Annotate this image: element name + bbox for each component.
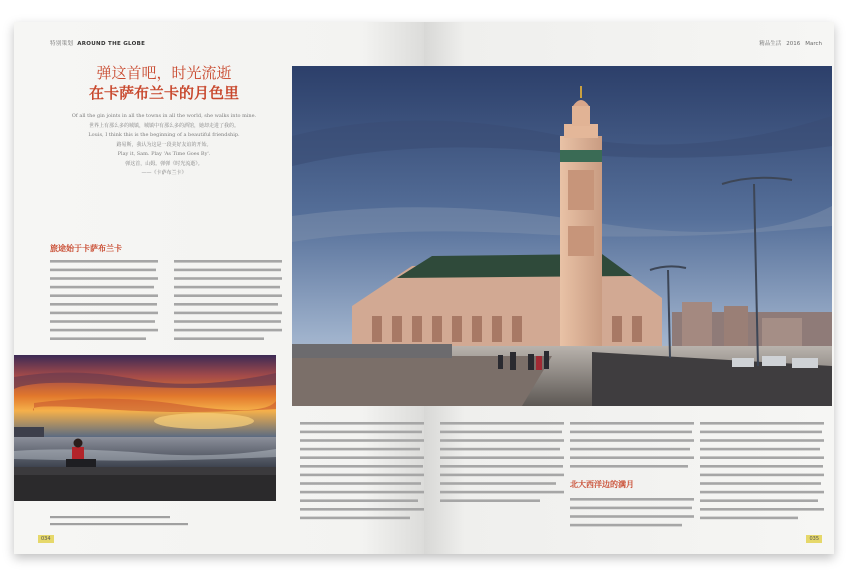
- mosque-illustration: [292, 66, 832, 406]
- section-heading: 旅途始于卡萨布兰卡: [50, 244, 122, 253]
- lyric-line: 世界上有那么多的城镇，城镇中有那么多的酒馆，她却走进了我的。: [88, 122, 239, 129]
- body-column-2: [174, 258, 284, 354]
- caption-lines: [50, 515, 190, 529]
- header-right-item: March: [805, 41, 822, 47]
- body-text-lines: [300, 420, 426, 540]
- sunset-photo: [14, 355, 276, 501]
- lyric-line: Play it, Sam. Play 'As Time Goes By'.: [117, 151, 211, 157]
- feature-title-line2: 在卡萨布兰卡的月色里: [88, 84, 239, 102]
- header-right-item: 2016: [786, 41, 801, 47]
- section-heading: 北大西洋边的满月: [570, 480, 634, 489]
- feature-title-line1: 弹这首吧，时光流逝: [96, 64, 232, 82]
- lyric-line: 弹这首，山姆。弹弹《时光流逝》。: [125, 160, 203, 167]
- lyric-line: Of all the gin joints in all the towns in all the world, she walks into mine.: [71, 113, 257, 119]
- lyric-line: 路易斯，我认为这是一段美好友谊的开始。: [116, 141, 212, 148]
- running-header-right: [754, 39, 822, 47]
- body-column-4: [440, 420, 566, 544]
- lyric-line: ——《卡萨布兰卡》: [141, 170, 187, 176]
- header-right-item: 精品生活: [759, 41, 782, 47]
- lyric-line: Louis, I think this is the beginning of a beautiful friendship.: [88, 132, 240, 138]
- page-number-left: 034: [38, 535, 54, 543]
- sunset-illustration: [14, 355, 276, 501]
- body-text-lines: [174, 258, 284, 350]
- body-text-lines: [440, 420, 566, 540]
- photo-caption: [50, 515, 190, 531]
- running-header-left: [50, 39, 145, 47]
- body-column-3: [300, 420, 426, 544]
- body-column-6: [700, 420, 826, 544]
- mosque-photo: [292, 66, 832, 406]
- body-column-1: [50, 258, 160, 354]
- header-section-label: 特别策划: [50, 41, 74, 47]
- magazine-spread: [14, 22, 834, 554]
- body-text-lines: [700, 420, 826, 540]
- lyrics-block: [34, 112, 294, 179]
- body-text-lines: [50, 258, 160, 350]
- header-series-label: AROUND THE GLOBE: [77, 41, 146, 47]
- page-number-right: 035: [806, 535, 822, 543]
